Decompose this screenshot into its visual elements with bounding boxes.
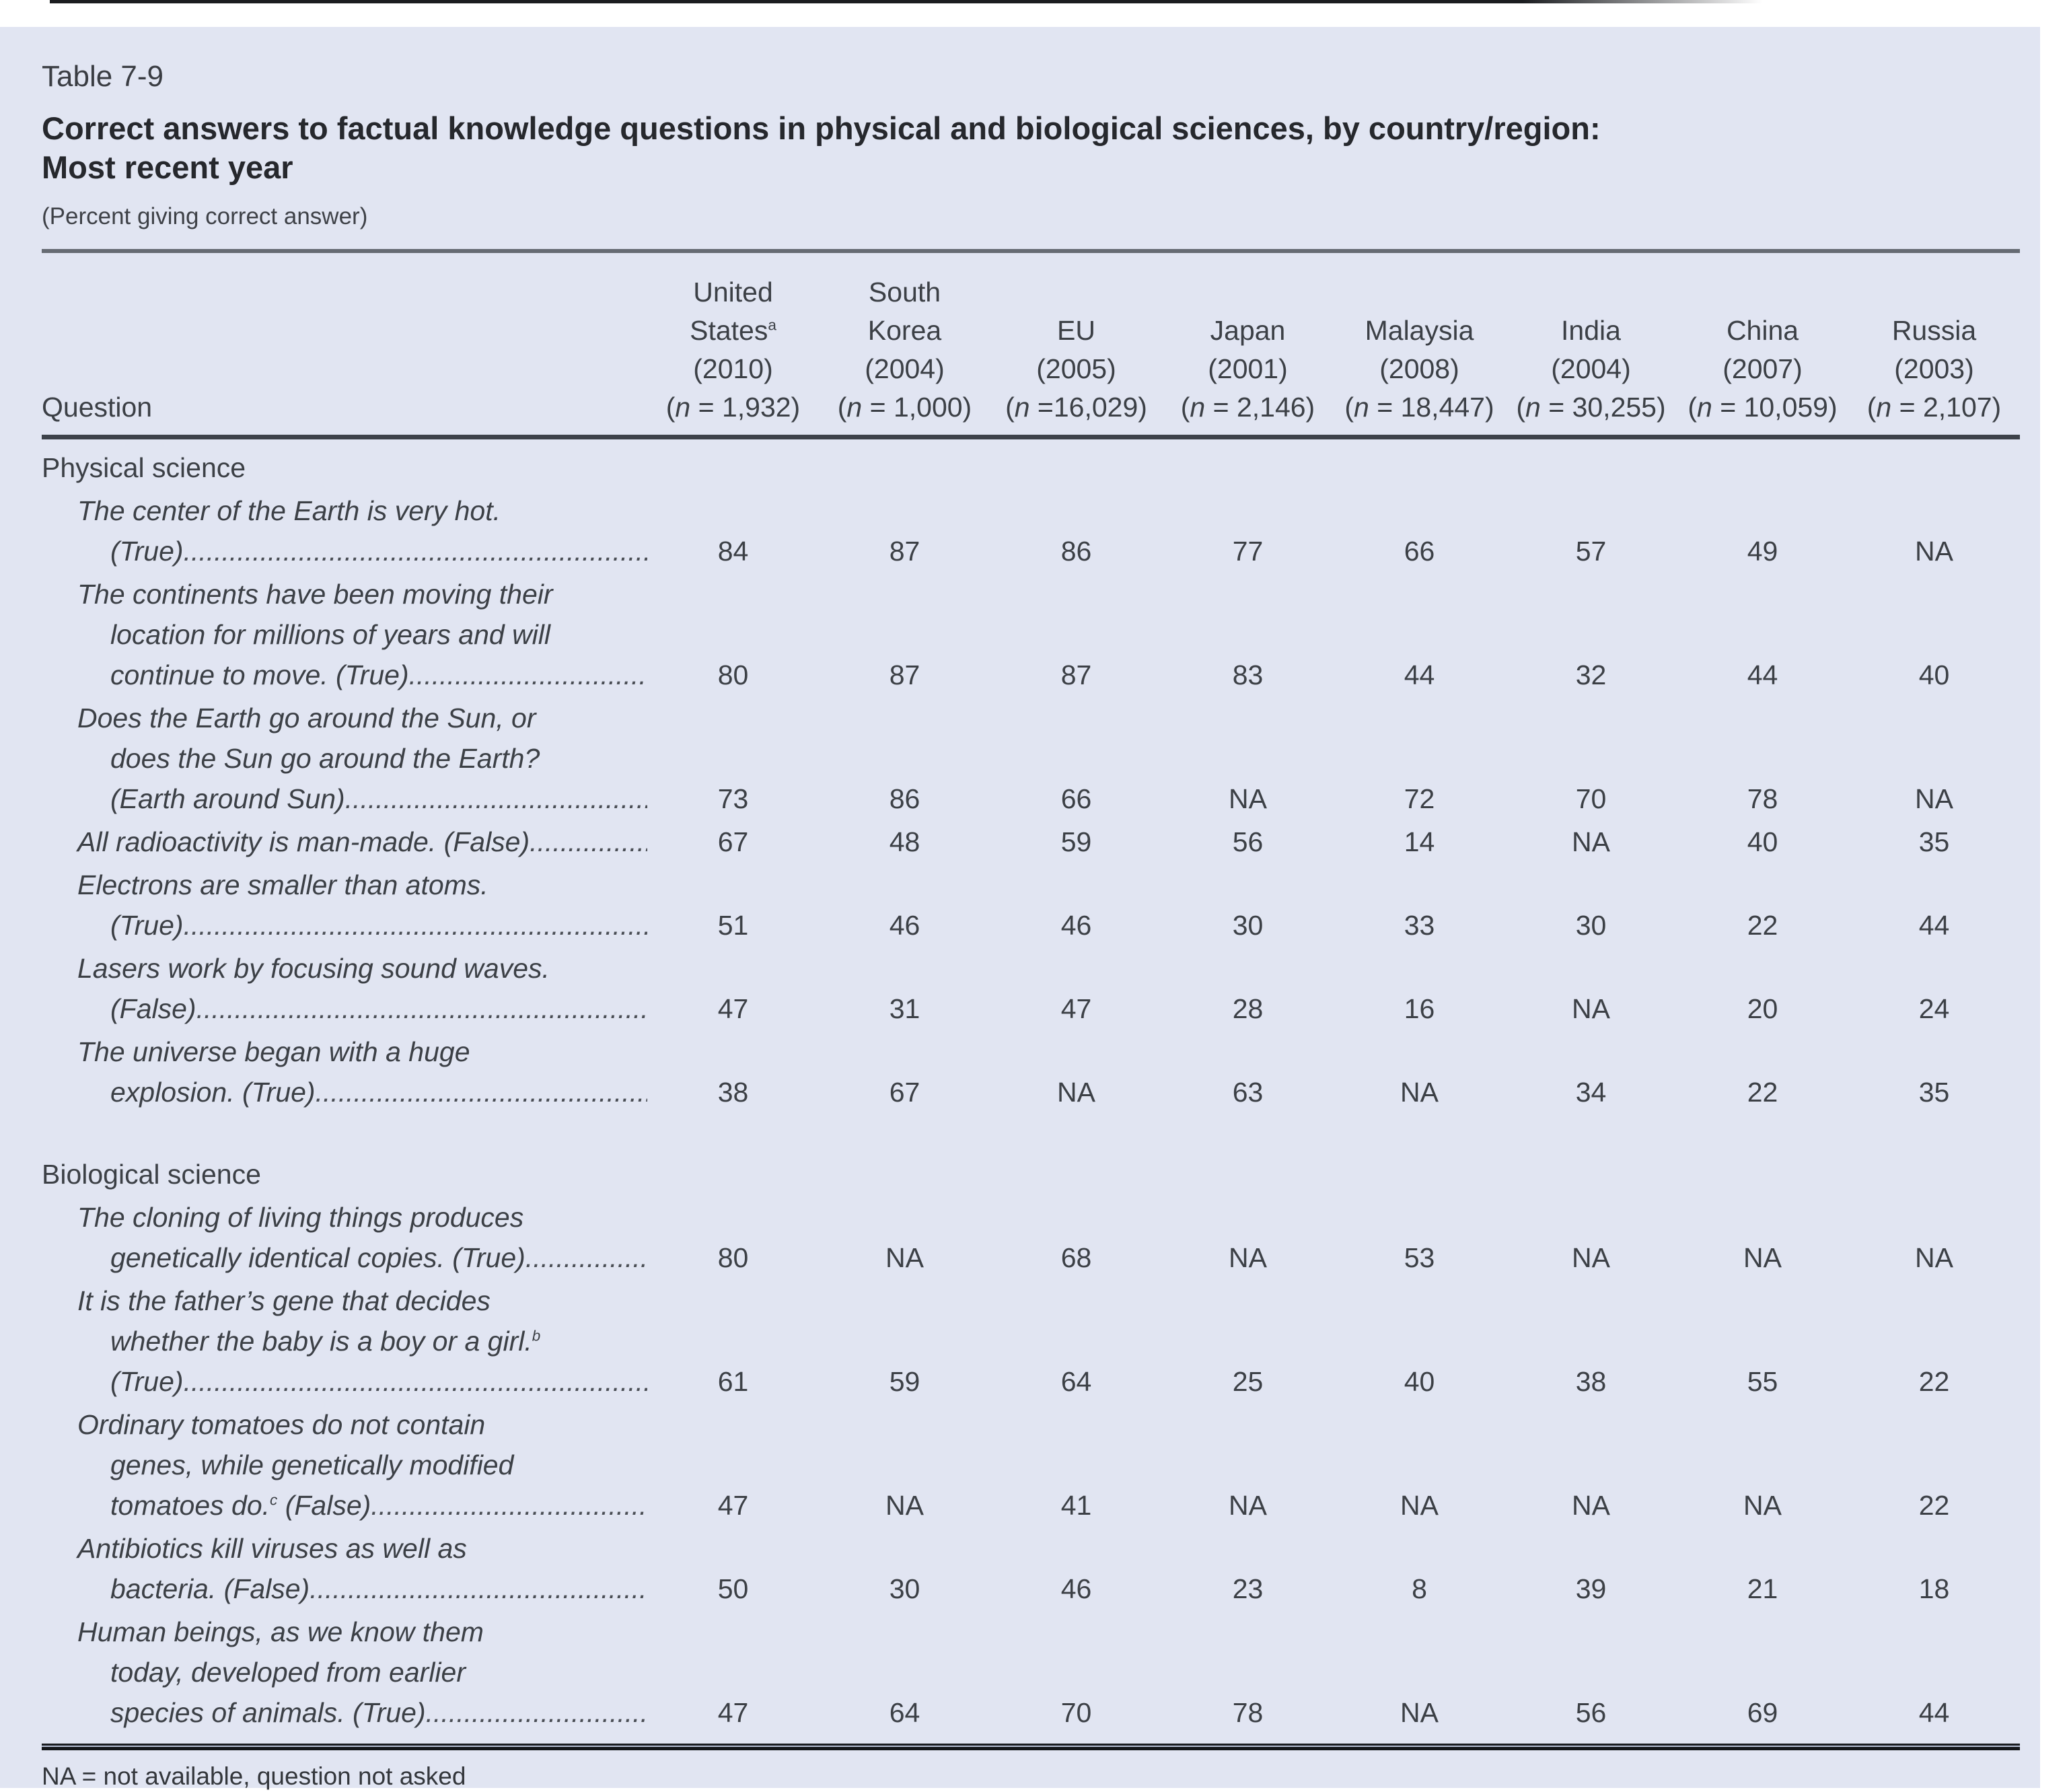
value-cell: 50 <box>717 1573 749 1604</box>
question-line <box>42 905 647 945</box>
value-cell: 61 <box>717 1366 749 1397</box>
value-cell: NA <box>1229 783 1267 814</box>
table-row <box>42 489 2020 573</box>
table-row <box>42 1403 2020 1527</box>
table-number: Table 7-9 <box>42 60 164 93</box>
value-cell: 80 <box>717 659 749 690</box>
value-cell: 51 <box>717 910 749 941</box>
column-header-line: (n = 18,447) <box>1344 392 1494 423</box>
column-header-line: (2004) <box>865 353 945 384</box>
section-header-row <box>42 437 2020 490</box>
question-text: (Earth around Sun) <box>110 783 345 814</box>
value-cell: NA <box>1572 826 1610 857</box>
question-line <box>42 531 647 571</box>
value-cell: 64 <box>889 1697 920 1728</box>
value-cell: 21 <box>1747 1573 1778 1604</box>
column-header-line: (2008) <box>1379 353 1459 384</box>
value-cell: 87 <box>889 536 920 567</box>
value-cell: 23 <box>1232 1573 1264 1604</box>
value-cell: 24 <box>1918 993 1950 1024</box>
value-cell: 25 <box>1232 1366 1264 1397</box>
value-cell: 66 <box>1060 783 1092 814</box>
question-line: The continents have been moving their <box>77 579 553 610</box>
question-cell <box>42 1527 647 1610</box>
value-cell: 22 <box>1747 1077 1778 1108</box>
value-cell: 39 <box>1575 1573 1607 1604</box>
column-header-3 <box>1162 251 1334 437</box>
value-cell: 73 <box>717 783 749 814</box>
value-cell: 40 <box>1918 659 1950 690</box>
table-subtitle: (Percent giving correct answer) <box>42 203 368 229</box>
value-cell: 59 <box>1060 826 1092 857</box>
value-cell: 46 <box>1060 910 1092 941</box>
table-row <box>42 1196 2020 1279</box>
question-line: whether the baby is a boy or a girl.$^b$ <box>110 1326 541 1357</box>
value-cell: 67 <box>889 1077 920 1108</box>
column-header-line: (n = 2,146) <box>1180 392 1315 423</box>
question-text: genetically identical copies. (True) <box>110 1242 525 1273</box>
column-header-line: Korea <box>867 315 942 346</box>
column-header-line: South <box>868 277 941 308</box>
question-text: continue to move. (True) <box>110 659 409 690</box>
table-title <box>42 109 2020 187</box>
column-header-1 <box>819 251 990 437</box>
value-cell: NA <box>1400 1077 1439 1108</box>
value-cell: NA <box>1057 1077 1095 1108</box>
column-header-line: States$^a$ <box>690 315 776 346</box>
question-line: genes, while genetically modified <box>110 1449 514 1480</box>
column-header-line: China <box>1726 315 1799 346</box>
value-cell: 22 <box>1918 1490 1950 1521</box>
column-header-line: (n = 2,107) <box>1866 392 2002 423</box>
table-row <box>42 1030 2020 1114</box>
question-line: The universe began with a huge <box>77 1036 470 1067</box>
column-header-line: (2005) <box>1036 353 1116 384</box>
table-row <box>42 1279 2020 1403</box>
value-cell: 32 <box>1575 659 1607 690</box>
question-cell <box>42 863 647 947</box>
value-cell: 35 <box>1918 1077 1950 1108</box>
value-cell: NA <box>885 1242 924 1273</box>
value-cell: 67 <box>717 826 749 857</box>
value-cell: 47 <box>717 1490 749 1521</box>
column-header-line: (2001) <box>1208 353 1288 384</box>
value-cell: 47 <box>717 1697 749 1728</box>
value-cell: 47 <box>717 993 749 1024</box>
value-cell: 20 <box>1747 993 1778 1024</box>
table-row <box>42 863 2020 947</box>
question-cell <box>42 696 647 820</box>
value-cell: 77 <box>1232 536 1264 567</box>
value-cell: NA <box>1572 1242 1610 1273</box>
question-text: explosion. (True) <box>110 1077 316 1108</box>
value-cell: 70 <box>1575 783 1607 814</box>
value-cell: 44 <box>1404 659 1435 690</box>
column-header-4 <box>1334 251 1505 437</box>
value-cell: 55 <box>1747 1366 1778 1397</box>
value-cell: 44 <box>1747 659 1778 690</box>
value-cell: 86 <box>889 783 920 814</box>
question-text: species of animals. (True) <box>110 1697 426 1728</box>
value-cell: 28 <box>1232 993 1264 1024</box>
question-line: It is the father’s gene that decides <box>77 1285 491 1316</box>
data-table <box>42 249 2020 1744</box>
question-text: (True) <box>110 536 184 567</box>
question-line: Lasers work by focusing sound waves. <box>77 953 550 984</box>
column-header-line: United <box>693 277 773 308</box>
value-cell: 56 <box>1575 1697 1607 1728</box>
value-cell: 78 <box>1232 1697 1264 1728</box>
value-cell: 30 <box>889 1573 920 1604</box>
column-header-5 <box>1505 251 1677 437</box>
value-cell: 70 <box>1060 1697 1092 1728</box>
dot-leader <box>316 1072 647 1112</box>
column-header-line: (2004) <box>1551 353 1631 384</box>
question-cell <box>42 573 647 696</box>
column-header-line: (n = 30,255) <box>1516 392 1666 423</box>
question-line <box>42 779 647 819</box>
dot-leader <box>426 1692 647 1733</box>
value-cell: NA <box>1572 993 1610 1024</box>
dot-leader <box>530 822 647 862</box>
dot-leader <box>371 1485 647 1526</box>
value-cell: 66 <box>1404 536 1435 567</box>
question-cell <box>42 1610 647 1744</box>
table-header-row <box>42 251 2020 437</box>
document-panel <box>0 27 2040 1788</box>
question-cell <box>42 1030 647 1114</box>
column-header-line: (n = 10,059) <box>1688 392 1838 423</box>
value-cell: 41 <box>1060 1490 1092 1521</box>
value-cell: 84 <box>717 536 749 567</box>
value-cell: 22 <box>1747 910 1778 941</box>
question-text: All radioactivity is man-made. (False) <box>77 826 530 857</box>
dot-leader <box>196 989 647 1029</box>
table-bottom-rule <box>42 1744 2020 1750</box>
value-cell: 18 <box>1918 1573 1950 1604</box>
value-cell: 72 <box>1404 783 1435 814</box>
question-line: today, developed from earlier <box>110 1657 466 1688</box>
dot-leader <box>184 531 647 571</box>
dot-leader <box>310 1569 647 1609</box>
value-cell: 35 <box>1918 826 1950 857</box>
table-row <box>42 573 2020 696</box>
column-header-line: (2003) <box>1894 353 1974 384</box>
column-header-line: Russia <box>1891 315 1977 346</box>
column-header-line: (n =16,029) <box>1005 392 1147 423</box>
value-cell: 80 <box>717 1242 749 1273</box>
question-line: Electrons are smaller than atoms. <box>77 869 488 900</box>
question-line <box>42 1569 647 1609</box>
question-text: bacteria. (False) <box>110 1573 310 1604</box>
value-cell: NA <box>1572 1490 1610 1521</box>
value-cell: 14 <box>1404 826 1435 857</box>
value-cell: 34 <box>1575 1077 1607 1108</box>
question-line: Antibiotics kill viruses as well as <box>77 1533 467 1564</box>
value-cell: 48 <box>889 826 920 857</box>
question-cell <box>42 820 647 863</box>
value-cell: 63 <box>1232 1077 1264 1108</box>
table-row <box>42 696 2020 820</box>
table-row <box>42 1527 2020 1610</box>
value-cell: NA <box>1915 536 1953 567</box>
value-cell: NA <box>1229 1490 1267 1521</box>
dot-leader <box>184 905 647 945</box>
value-cell: 78 <box>1747 783 1778 814</box>
value-cell: 30 <box>1575 910 1607 941</box>
question-line <box>42 1692 647 1733</box>
value-cell: 8 <box>1412 1573 1427 1604</box>
value-cell: 87 <box>889 659 920 690</box>
value-cell: 44 <box>1918 910 1950 941</box>
value-cell: NA <box>1743 1490 1782 1521</box>
dot-leader <box>409 655 647 695</box>
section-header-row <box>42 1114 2020 1196</box>
question-cell <box>42 489 647 573</box>
question-line: The center of the Earth is very hot. <box>77 495 501 526</box>
value-cell: NA <box>1743 1242 1782 1273</box>
table-title-line-2: Most recent year <box>42 149 293 185</box>
column-header-line: (2007) <box>1722 353 1803 384</box>
question-cell <box>42 1403 647 1527</box>
value-cell: 53 <box>1404 1242 1435 1273</box>
question-text: tomatoes do.$^c$ (False) <box>110 1490 371 1521</box>
value-cell: 47 <box>1060 993 1092 1024</box>
value-cell: 86 <box>1060 536 1092 567</box>
value-cell: 38 <box>717 1077 749 1108</box>
question-line <box>42 1485 647 1526</box>
value-cell: 46 <box>1060 1573 1092 1604</box>
value-cell: 57 <box>1575 536 1607 567</box>
question-line: Does the Earth go around the Sun, or <box>77 703 536 733</box>
value-cell: 87 <box>1060 659 1092 690</box>
value-cell: 16 <box>1404 993 1435 1024</box>
footnote: NA = not available, question not asked <box>42 1762 466 1790</box>
section-label: Physical science <box>42 452 246 483</box>
value-cell: 31 <box>889 993 920 1024</box>
value-cell: 40 <box>1747 826 1778 857</box>
value-cell: NA <box>1915 783 1953 814</box>
value-cell: 22 <box>1918 1366 1950 1397</box>
question-cell <box>42 1196 647 1279</box>
table-row <box>42 947 2020 1030</box>
value-cell: NA <box>1229 1242 1267 1273</box>
question-line: Ordinary tomatoes do not contain <box>77 1409 486 1440</box>
value-cell: NA <box>1915 1242 1953 1273</box>
value-cell: NA <box>1400 1490 1439 1521</box>
value-cell: 38 <box>1575 1366 1607 1397</box>
question-text: (True) <box>110 910 184 941</box>
value-cell: 83 <box>1232 659 1264 690</box>
dot-leader <box>525 1238 647 1278</box>
table-content <box>0 27 2020 1792</box>
question-text: (False) <box>110 993 196 1024</box>
question-cell <box>42 947 647 1030</box>
column-header-line: Malaysia <box>1365 315 1474 346</box>
column-header-0 <box>647 251 819 437</box>
value-cell: 44 <box>1918 1697 1950 1728</box>
column-header-line: Japan <box>1210 315 1286 346</box>
column-header-line: India <box>1561 315 1621 346</box>
value-cell: 46 <box>889 910 920 941</box>
value-cell: 49 <box>1747 536 1778 567</box>
question-line: location for millions of years and will <box>110 619 550 650</box>
value-cell: 40 <box>1404 1366 1435 1397</box>
question-text: (True) <box>110 1366 184 1397</box>
value-cell: 59 <box>889 1366 920 1397</box>
value-cell: 33 <box>1404 910 1435 941</box>
column-header-line: (n = 1,000) <box>837 392 972 423</box>
window-edge-line <box>50 0 1762 3</box>
question-line: The cloning of living things produces <box>77 1202 524 1233</box>
column-header-line: (n = 1,932) <box>665 392 801 423</box>
column-header-6 <box>1677 251 1848 437</box>
question-line: Human beings, as we know them <box>77 1616 484 1647</box>
column-header-line: (2010) <box>693 353 773 384</box>
section-label: Biological science <box>42 1159 261 1190</box>
question-line <box>42 822 647 862</box>
question-cell <box>42 1279 647 1403</box>
dot-leader <box>184 1361 647 1402</box>
table-row <box>42 1610 2020 1744</box>
value-cell: 64 <box>1060 1366 1092 1397</box>
question-line <box>42 655 647 695</box>
question-line <box>42 1072 647 1112</box>
question-column-header: Question <box>42 251 647 437</box>
value-cell: 68 <box>1060 1242 1092 1273</box>
table-row <box>42 820 2020 863</box>
value-cell: 56 <box>1232 826 1264 857</box>
question-line <box>42 1238 647 1278</box>
value-cell: NA <box>1400 1697 1439 1728</box>
value-cell: 69 <box>1747 1697 1778 1728</box>
value-cell: NA <box>885 1490 924 1521</box>
table-title-line-1: Correct answers to factual knowledge questions in physical and biological sciences, by country/region: <box>42 110 1601 146</box>
dot-leader <box>345 779 647 819</box>
question-line: does the Sun go around the Earth? <box>110 743 540 774</box>
question-line <box>42 1361 647 1402</box>
column-header-2 <box>990 251 1162 437</box>
column-header-7 <box>1848 251 2020 437</box>
column-header-line: EU <box>1057 315 1095 346</box>
value-cell: 30 <box>1232 910 1264 941</box>
question-line <box>42 989 647 1029</box>
